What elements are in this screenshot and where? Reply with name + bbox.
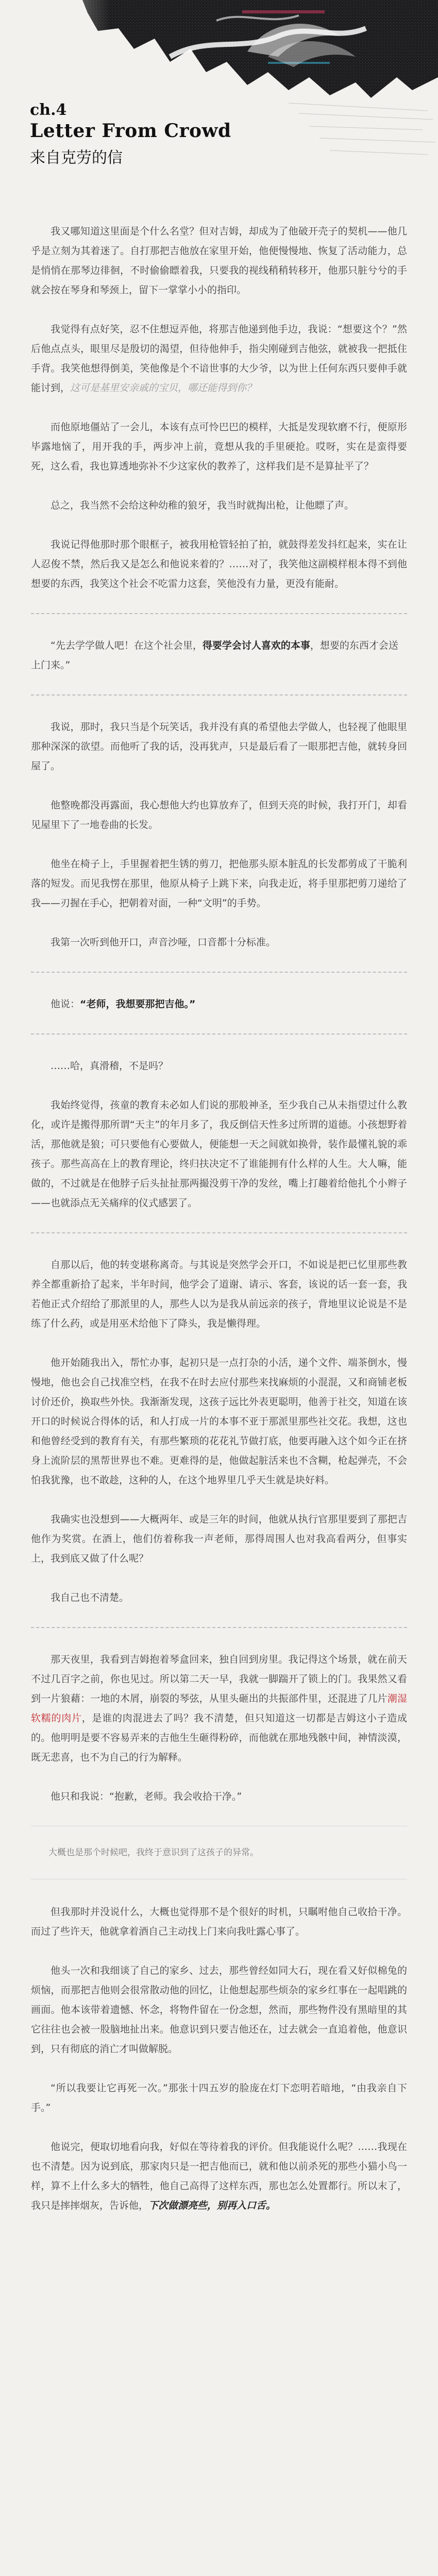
chapter-title-chinese: 来自克劳的信 [30, 149, 123, 167]
paragraph: 我第一次听到他开口，声音沙哑，口音都十分标准。 [50, 937, 276, 948]
paragraph: 但我那时并没说什么，大概也觉得那不是个很好的时机，只瞩咐他自己收拾干净。而过了些许天，他就拿着酒自己主动找上门来向我吐露心事了。 [31, 1906, 407, 1937]
chapter-number: ch.4 [30, 101, 67, 119]
paragraph [31, 2137, 407, 2215]
paragraph: 总之，我当然不会给这种幼稚的狼牙，我当时就掏出枪，让他瞟了声。 [50, 500, 355, 511]
quote-paragraph [31, 994, 407, 1014]
paragraph: 自那以后，他的转变堪称离奇。与其说是突然学会开口，不如说是把已忆里那些教养全都重新拾了起来，半年时间，他学会了道谢、请示、客套，该说的话一套一套，我若他正式介绍给了那派里的人，那些人以为是我从前远亲的孩子，背地里议论说是不是练了什么药，或是用巫术给他下了降头，我是懒得理。 [31, 1259, 407, 1329]
quote-text: “先去学学做人吧！在这个社会里， [50, 640, 203, 651]
letter-excerpt: 大概也是那个时候吧，我终于意识到了这孩子的异常。 [31, 1826, 407, 1879]
dashed-divider [31, 1232, 407, 1233]
paragraph-text: ，是谁的肉混进去了吗？我不清楚，但只知道这一切都是吉姆这小子造成的。他明明是要不容易弄来的吉他生生砸得粉碎，而他就在那地残骸中间，神情淡漠，既无悲喜，也不为自己的行为解释。 [31, 1713, 407, 1763]
chapter-title-block [30, 101, 231, 167]
paragraph: 我自己也不清楚。 [50, 1592, 129, 1603]
paragraph-bold-italic-text: 下次做漂亮些，别再入口舌。 [148, 2200, 276, 2211]
quote-bold-text: 得要学会讨人喜欢的本事 [202, 640, 310, 651]
dashed-divider [31, 1627, 407, 1628]
paragraph-italic-text: 这可是基里安亲戚的宝贝，哪还能得到你？ [70, 382, 257, 394]
chapter-header [0, 0, 438, 170]
paragraph: 我确实也没想到——大概两年、或是三年的时间，他就从执行官那里要到了那把吉他作为奖赏。在酒上，他们仿着称我一声老师，那得周围人也对我高看两分，但事实上，我到底又做了什么呢？ [31, 1514, 407, 1564]
dashed-divider [31, 972, 407, 973]
paragraph-text: 他说完，便取切地看向我，好似在等待着我的评价。但我能说什么呢？……我现在也不清楚。因为说到底，那家肉只是一把吉他而已，就和他以前杀死的那些小猫小鸟一样，算不上什么多大的牺牲，他自己高得了这样东西，那也怎么处置都行。所以末了，我只是摔摔烟灰，告诉他， [31, 2141, 407, 2211]
paragraph: 我又哪知道这里面是个什么名堂？但对吉姆，却成为了他破开壳子的契机——他几乎是立刻为其着迷了。自打那把吉他放在家里开始，他便慢慢地、恢复了活动能力，总是悄悄在那琴边徘徊，不时偷偷瞟着我，只要我的视线稍稍转移开，他那只脏兮兮的手就会按在琴身和琴颈上，留下一掌掌小小的指印。 [31, 226, 407, 296]
chapter-body [31, 222, 407, 2235]
quote-text: 他说： [50, 998, 80, 1010]
quote-text: ，想要的东西才会送上门来。” [31, 640, 398, 671]
quote-paragraph [31, 636, 407, 675]
paragraph: 而他原地僵站了一会儿，本该有点可怜巴巴的模样，大抵是发现软磨不行，便原形毕露地恼了，用开我的手，两步冲上前，竟想从我的手里硬抢。哎呀，实在是蛮得要死，这么看，我也算透地弥补不少这家伙的教养了，这样我们是不是算扯平了？ [31, 421, 407, 472]
dashed-divider [31, 694, 407, 696]
paragraph-red-text: 潮湿软糯的肉片 [31, 1693, 407, 1724]
paragraph: 他坐在椅子上，手里握着把生锈的剪刀，把他那头原本脏乱的长发都剪成了干脆利落的短发。而见我愣在那里，他原从椅子上跳下来，向我走近，将手里那把剪刀递给了我——刃握在手心，把朝着对面，一种“文明”的手势。 [31, 858, 407, 909]
paragraph: ……哈，真滑稽，不是吗？ [50, 1060, 169, 1072]
paragraph: 他开始随我出入，帮忙办事，起初只是一点打杂的小活，递个文件、端茶倒水，慢慢地，他也会自己找准空档，在我不在时去应付那些来找麻烦的小混混，又和商铺老板讨价还价，换取些外快。我渐渐发现，这孩子远比外表更聪明，他善于社交，知道在该开口的时候说合得体的话，和人打成一片的本事不亚于那派里那些社交花。我想，这也和他曾经受到的教育有关，有那些繁琐的花花礼节做打底，他要再融入这个如今正在挤身上流阶层的黑帮世界也不难。更难得的是，他做起脏活来也不含糊，枪起弹壳，不会怕我犹豫，也不敢趁，这种的人，在这个地界里几乎天生就是块好料。 [31, 1357, 407, 1486]
paragraph [31, 1650, 407, 1767]
paragraph: 他头一次和我细谈了自己的家乡、过去，那些曾经如同大石，现在看又好似棉兔的烦恼，而那把吉他则会很常散动他的回忆，让他想起那些烦杂的家乡红事在一起唱跳的画面。他本该带着遗憾、怀念，将物件留在一份念想，然而，那些物件没有黑暗里的其它往往也会被一股脑地扯出来。他意识到只要吉他还在，过去就会一直追着他，他意识到，只有彻底的消亡才叫做解脱。 [31, 1965, 407, 2055]
paragraph-text: 我觉得有点好笑，忍不住想逗弄他，将那吉他递到他手边，我说：“想要这个？”然后他点点头，眼里尽是殷切的渴望，但待他伸手，指尖刚碰到吉他弦，就被我一把抵住手背。我笑他想得倒美，笑他像是个不谙世事的大少爷，以为世上任何东西只要伸手就能讨到， [31, 324, 407, 394]
paragraph: 我说记得他那时那个眼框子，被我用枪管轻拍了拍，就鼓得差发抖红起来，实在让人忍俊不禁，然后我又是怎么和他说来着的？……对了，我笑他这副模样根本得不到他想要的东西，我笑这个社会不吃雷力这套，笑他没有力量，更没有能耐。 [31, 539, 407, 589]
paragraph: 他只和我说：“抱歉，老师。我会收拾干净。” [50, 1791, 242, 1802]
chapter-title-english: Letter From Crowd [30, 120, 231, 142]
paragraph: “所以我要让它再死一次。”那张十四五岁的脸庞在灯下恋明若暗地，“由我亲自下手。” [31, 2082, 407, 2113]
paragraph-text: 那天夜里，我看到吉姆抱着琴盒回来，独自回到房里。我记得这个场景，就在前天不过几百字之前，你也见过。所以第二天一早，我就一脚踹开了锁上的门。我果然又看到一片狼藉：一地的木屑，崩裂的琴弦，从里头砸出的共振部件里，还混进了几片 [31, 1654, 407, 1704]
paragraph: 我始终觉得，孩童的教育未必如人们说的那般神圣，至少我自己从未指望过什么教化，或许是搬得那所谓“天主”的年月多了，我反倒信天性多过所谓的道德。小孩想野着活，那他就是狼；可只要他有心要做人，便能想一天之间就如换骨，装作最懂礼貌的乖孩子。那些高高在上的教育理论，终归扶决定不了谁能拥有什么样的人生。大人嘛，能做的，不过就是在他脖子后头扯扯那两撮没剪干净的发丝，嘴上打趣着给他扎个小辫子——也就添点无关痛痒的仪式感罢了。 [31, 1099, 407, 1209]
dashed-divider [31, 1033, 407, 1035]
paragraph [31, 319, 407, 398]
quote-bold-text: “老师，我想要那把吉他。” [80, 998, 196, 1010]
dashed-divider [31, 613, 407, 614]
paragraph: 他整晚都没再露面，我心想他大约也算放弃了，但到天亮的时候，我打开门，却看见屋里下了一地卷曲的长发。 [31, 800, 407, 831]
paragraph: 我说，那时，我只当是个玩笑话，我并没有真的希望他去学做人，也轻视了他眼里那种深深的欲望。而他听了我的话，没再犹声，只是最后看了一眼那把吉他，就转身回屋了。 [31, 721, 407, 772]
